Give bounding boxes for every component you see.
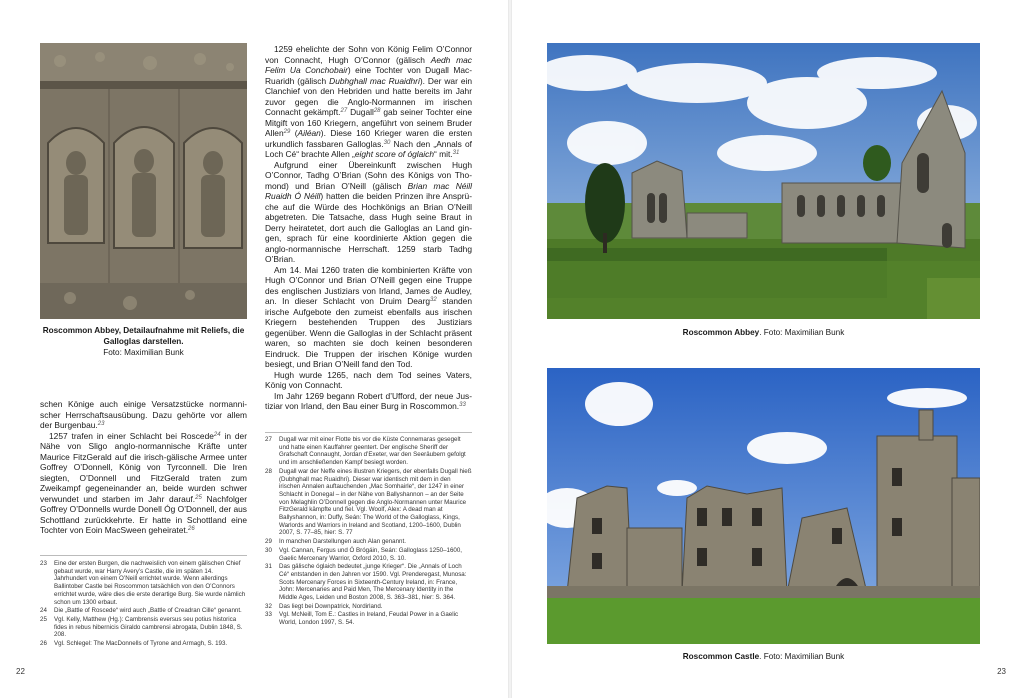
abbey-photo-caption: Roscommon Abbey. Foto: Maximilian Bunk bbox=[682, 328, 845, 337]
paragraph: Hugh wurde 1265, nach dem Tod seines Vaters, König von Connacht. bbox=[265, 369, 472, 390]
footnote-number: 33 bbox=[265, 611, 272, 619]
footnote-ref: 29 bbox=[283, 129, 291, 135]
footnote-text: In manchen Darstellungen auch Alan genannt. bbox=[279, 538, 406, 546]
footnote-text: Das gälische óglaich bedeutet „junge Krieger“. Die „Annals of Loch Cé“ entstanden in den Jahren vor 1590. Vgl. Prenderegast, Munosa: Scots Mercenary Forces in Sixteenth-Century Ireland, in: France, John: Mercenaries and Paid Men, The Mercenary Identity in the Middle Ages, Leiden und Boston 2008, S. 363–381, hier: S. 364. bbox=[279, 563, 467, 602]
footnote-text: Vgl. McNeill, Tom E.: Castles in Ireland, Feudal Power in a Gaelic World, London 1997, S. 54. bbox=[279, 611, 459, 627]
footnote-ref: 26 bbox=[188, 526, 195, 532]
footnote-number: 24 bbox=[40, 607, 47, 615]
footnote-number: 28 bbox=[265, 467, 272, 475]
footnote-ref: 23 bbox=[97, 421, 105, 427]
footnote-ref: 25 bbox=[195, 494, 202, 501]
paragraph: schen Könige auch einige Versatzstücke normannischer Herrschaftsausübung. Dazu gehörte vor allem der Burgenbau.$^{23}$ bbox=[40, 399, 247, 430]
footnote bbox=[40, 560, 247, 606]
text-column-2 bbox=[265, 44, 472, 412]
footnote bbox=[40, 640, 247, 648]
footnote-number: 32 bbox=[265, 602, 272, 610]
footnote-number: 26 bbox=[40, 640, 47, 648]
paragraph: Aufgrund einer Übereinkunft zwischen Hugh O’Connor, Tadhg O’Brian (Sohn des Königs von Thomond) und Brian O’Neill (gälisch Brian mac Néill Ruaidh Ó Néill) hatten die beiden Prinzen ihre Ansprüche auf die Würde des Hochkönigs an Brian O’Neill abgetreten. Die Tatsache, dass Hugh seine Braut in Derry heiratetet, dort auch die Galloglas an Land gingen, sprach für eine koordinierte Aktion gegen die anglo-normannische Herrschaft. 1259 starb Tadhg O’Brian. bbox=[265, 159, 473, 264]
footnote-text: Eine der ersten Burgen, die nachweislich von einem gälischen Chief gebaut wurde, war Harry Avery’s Castle, die im späten 14. Jahrhundert von einem O’Neill errichtet wurde. Wenn allerdings Ballintober Castle bei Roscommon tatsächlich von den O’Connors errichtet wurde, wäre dies die erste derartige Burg. Sie wurde nämlich schon um 1300 erbaut. bbox=[54, 560, 246, 606]
relief-photo-caption: Roscommon Abbey, Detailaufnahme mit Reliefs, die Galloglas darstellen. Foto: Maximilian Bunk bbox=[42, 326, 245, 357]
footnote-text: Vgl. Schlegel: The MacDonnells of Tyrone and Armagh, S. 193. bbox=[54, 640, 228, 648]
footnote-ref: 28 bbox=[373, 108, 381, 114]
paragraph: Am 14. Mai 1260 traten die kombinierten Kräfte von Hugh O’Connor und Brian O’Neill gegen eine Truppe des englischen Justiziars von Irland, James de Audley, an. In dieser Schlacht von Druim Dearg$^{32}$ standen irische Aufgebote den zumeist ebenfalls aus irischen Kriegern bestehenden Truppen des Justiziars gegenüber. Wenn die Galloglas in der Schlacht präsent waren, so machten sie doch keinen besonderen Eindruck. Die Truppen der irischen Könige wurden besiegt, und Brian O’Neill fand den Tod. bbox=[265, 264, 472, 369]
paragraph: Im Jahr 1269 begann Robert d’Ufford, der neue Justiziar von Irland, den Bau einer Burg in Roscommon.$^{33}$ bbox=[265, 390, 472, 411]
footnote-ref: 33 bbox=[459, 402, 466, 408]
footnote bbox=[265, 603, 472, 611]
footnote bbox=[265, 611, 472, 626]
footnote bbox=[265, 468, 472, 537]
paragraph: 1259 ehelichte der Sohn von König Felim O’Connor von Connacht, Hugh O’Connor (gälisch Aedh mac Felim Ua Conchobair) eine Tochter von Dugall MacRuaridh (gälisch Dubhghall mac Ruaidhri). Der war ein Clanchief von den Hebriden und hatte bereits im Jahr zuvor gegen die Anglo-Normannen im irischen Connacht gekämpft.$^{27}$ Dugall$^{28}$ gab seiner Tochter eine Mitgift von 160 Kriegern, angeführt von seinem Bruder Allen$^{29}$ (Ailéan). Diese 160 Krieger waren die ersten urkundlich fassbaren Galloglas.$^{30}$ Nach den „Annals of Loch Cé“ brachte Allen „eight score of óglaich“ mit.$^{31}$ bbox=[265, 44, 473, 159]
footnote bbox=[265, 547, 472, 562]
footnote-ref: 31 bbox=[452, 150, 460, 156]
footnotes-2 bbox=[265, 436, 472, 628]
footnote-text: Vgl. Cannan, Fergus und Ó Brógáin, Seán: Galloglass 1250–1600, Gaelic Mercenary Warrior, Oxford 2010, S. 10. bbox=[279, 546, 462, 562]
castle-photo bbox=[547, 368, 980, 644]
footnote-number: 25 bbox=[40, 615, 47, 623]
footnote bbox=[40, 616, 247, 639]
footnote-rule-2 bbox=[265, 432, 472, 433]
footnote-number: 30 bbox=[265, 546, 272, 554]
footnote-number: 31 bbox=[265, 563, 272, 571]
footnote-ref: 24 bbox=[213, 431, 221, 438]
text-column-1 bbox=[40, 399, 247, 536]
footnote bbox=[265, 563, 472, 602]
footnote-text: Vgl. Kelly, Matthew (Hg.): Cambrensis eversus seu potius historica fides in rebus hibernicis Giraldo cambrensi abrogata, Dublin 1848, S. 208. bbox=[54, 615, 243, 639]
page-number-right: 23 bbox=[997, 667, 1006, 676]
footnote bbox=[265, 436, 472, 467]
footnote bbox=[265, 538, 472, 546]
footnote-number: 29 bbox=[265, 538, 272, 546]
footnote-rule-1 bbox=[40, 555, 247, 556]
right-page bbox=[512, 0, 1020, 698]
footnote-ref: 30 bbox=[383, 139, 391, 146]
relief-photo bbox=[40, 43, 247, 319]
footnote-text: Das liegt bei Downpatrick, Nordirland. bbox=[279, 602, 383, 610]
footnote-ref: 27 bbox=[340, 108, 348, 114]
castle-photo-caption: Roscommon Castle. Foto: Maximilian Bunk bbox=[682, 652, 845, 661]
footnote bbox=[40, 607, 247, 615]
footnote-ref: 32 bbox=[430, 297, 437, 303]
left-page bbox=[0, 0, 508, 698]
footnote-text: Dugall war der Neffe eines illustren Kriegers, der ebenfalls Dugall hieß (Dubhghall mac Ruaidhri). Dieser war identisch mit dem in den irischen Annalen auftauchenden „Mac Somhairle“, der 1247 in einer Schlacht in Donegal – in der Nähe von Ballyshannon – an der Seite von Melaghlin O’Donnell gegen die Anglo-Normannen unter Maurice FitzGerald kämpfte und fiel. Vgl. Woolf, Alex: A dead man at Ballyshannon, in: Duffy, Seán: The World of the Galloglass, Kings, Warlords and Warriors in Ireland and Scotland, 1200–1600, Dublin 2007, S. 77–85, hier: S. 77 bbox=[279, 467, 472, 537]
footnotes-1 bbox=[40, 560, 247, 649]
footnote-text: Dugall war mit einer Flotte bis vor die Küste Connemaras gesegelt und hatte einen Kauffahrer geentert. Der englische Sheriff der Grafschaft Connaught, Jordan d’Exeter, war den Seeräubern gefolgt und im anschließenden Kampf besiegt worden. bbox=[279, 436, 466, 467]
footnote-number: 27 bbox=[265, 436, 272, 443]
paragraph: 1257 trafen in einer Schlacht bei Roscede$^{24}$ in der Nähe von Sligo anglo-normannische Kräfte unter Maurice FitzGerald auf die irisch-gälische Armee unter Goffrey O’Donnell, König von Tyrconnell. Die Iren siegten, O’Donnell und FitzGerald traten zum Zweikampf gegeneinander an, beide wurden schwer verwundet und starben im Jahr darauf.$^{25}$ Nachfolger Goffrey O’Donnells wurde Donell Óg O’Donnell, der aus Schottland zurückkehrte. Er hatte in Schottland eine Tochter von Eoin MacSween geheiratet.$^{26}$ bbox=[40, 430, 248, 535]
footnote-number: 23 bbox=[40, 560, 47, 567]
abbey-photo bbox=[547, 43, 980, 319]
footnote-text: Die „Battle of Roscede“ wird auch „Battle of Creadran Cille“ genannt. bbox=[54, 607, 242, 615]
page-number-left: 22 bbox=[16, 667, 25, 676]
